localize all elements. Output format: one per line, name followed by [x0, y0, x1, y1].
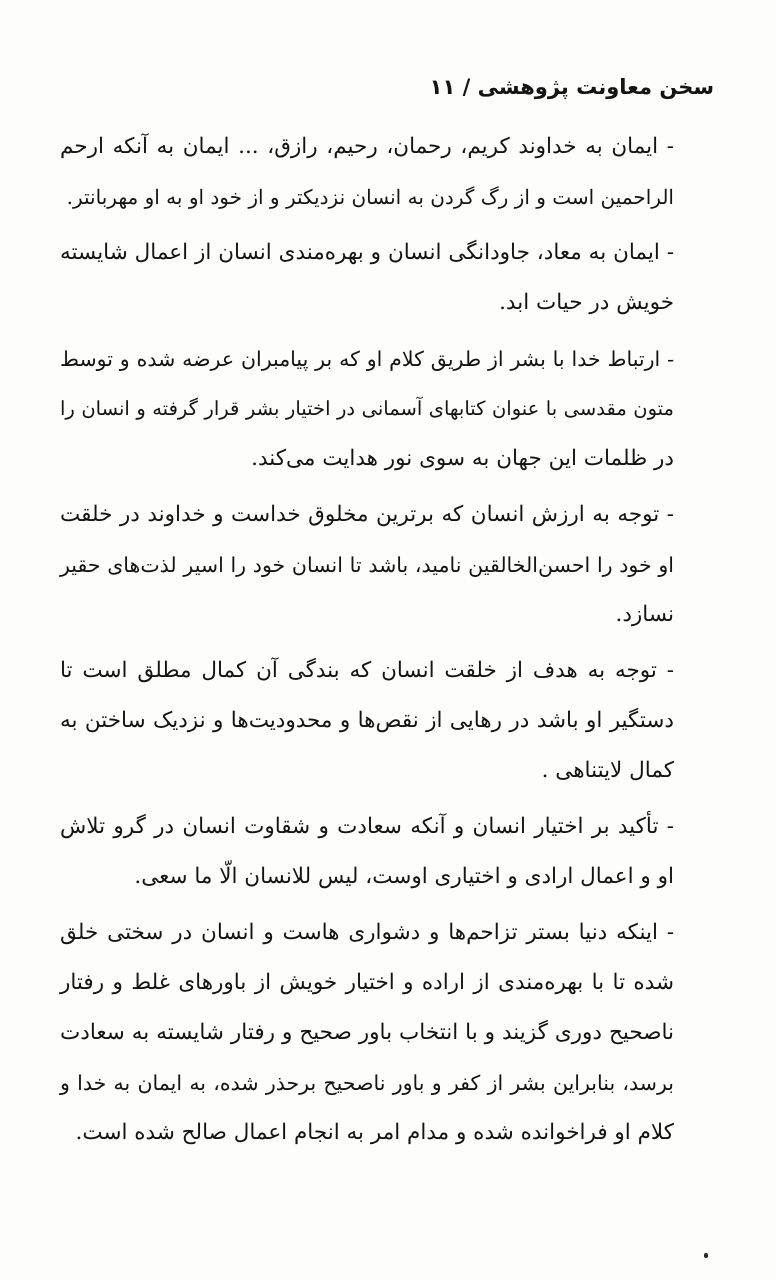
paragraph-5 [60, 646, 674, 796]
text-line: کمال لایتناهی . [541, 758, 674, 783]
running-head: سخن معاونت پژوهشی / ۱۱ [429, 75, 714, 99]
text-line: ناصحیح دوری گزیند و با انتخاب باور صحیح و رفتار شایسته به سعادت [60, 1020, 674, 1045]
paragraph-7 [60, 908, 674, 1158]
text-line: برسد، بنابراین بشر از کفر و باور ناصحیح برحذر شده، به ایمان به خدا و [60, 1071, 674, 1095]
text-line: - تأکید بر اختیار انسان و آنکه سعادت و شقاوت انسان در گرو تلاش [60, 814, 674, 839]
text-line: نسازد. [615, 602, 674, 627]
text-line: الراحمین است و از رگ گردن به انسان نزدیکتر و از خود او به او مهربانتر. [66, 185, 674, 209]
text-line: خویش در حیات ابد. [499, 290, 674, 315]
text-line: او و اعمال ارادی و اختیاری اوست، لیس للانسان الّا ما سعی. [134, 864, 674, 889]
text-line: - توجه به ارزش انسان که برترین مخلوق خداست و خداوند در خلقت [60, 502, 674, 527]
text-line: دستگیر او باشد در رهایی از نقص‌ها و محدودیت‌ها و نزدیک ساختن به [60, 708, 674, 733]
paragraph-4 [60, 490, 674, 640]
paragraph-6 [60, 802, 674, 902]
text-line: متون مقدسی با عنوان کتابهای آسمانی در اختیار بشر قرار گرفته و انسان را [60, 397, 674, 420]
text-line: - اینکه دنیا بستر تزاحم‌ها و دشواری هاست و انسان در سختی خلق [60, 920, 674, 945]
paragraph-2 [60, 228, 674, 328]
print-speck [704, 1253, 708, 1258]
paragraph-3 [60, 334, 674, 484]
text-line: کلام او فراخوانده شده و مدام امر به انجام اعمال صالح شده است. [75, 1120, 674, 1145]
text-line: - ایمان به معاد، جاودانگی انسان و بهره‌مندی انسان از اعمال شایسته [60, 240, 674, 265]
body-text [60, 122, 674, 1164]
paragraph-1 [60, 122, 674, 222]
text-line: - توجه به هدف از خلقت انسان که بندگی آن کمال مطلق است تا [60, 658, 674, 683]
text-line: در ظلمات این جهان به سوی نور هدایت می‌کند. [251, 446, 674, 471]
text-line: شده تا با بهره‌مندی از اراده و اختیار خویش از باورهای غلط و رفتار [60, 970, 674, 995]
text-line: - ایمان به خداوند کریم، رحمان، رحیم، رازق، ... ایمان به آنکه ارحم [60, 134, 674, 159]
text-line: او خود را احسن‌الخالقین نامید، باشد تا انسان خود را اسیر لذت‌های حقیر [60, 553, 674, 577]
text-line: - ارتباط خدا با بشر از طریق کلام او که بر پیامبران عرضه شده و توسط [60, 347, 674, 371]
